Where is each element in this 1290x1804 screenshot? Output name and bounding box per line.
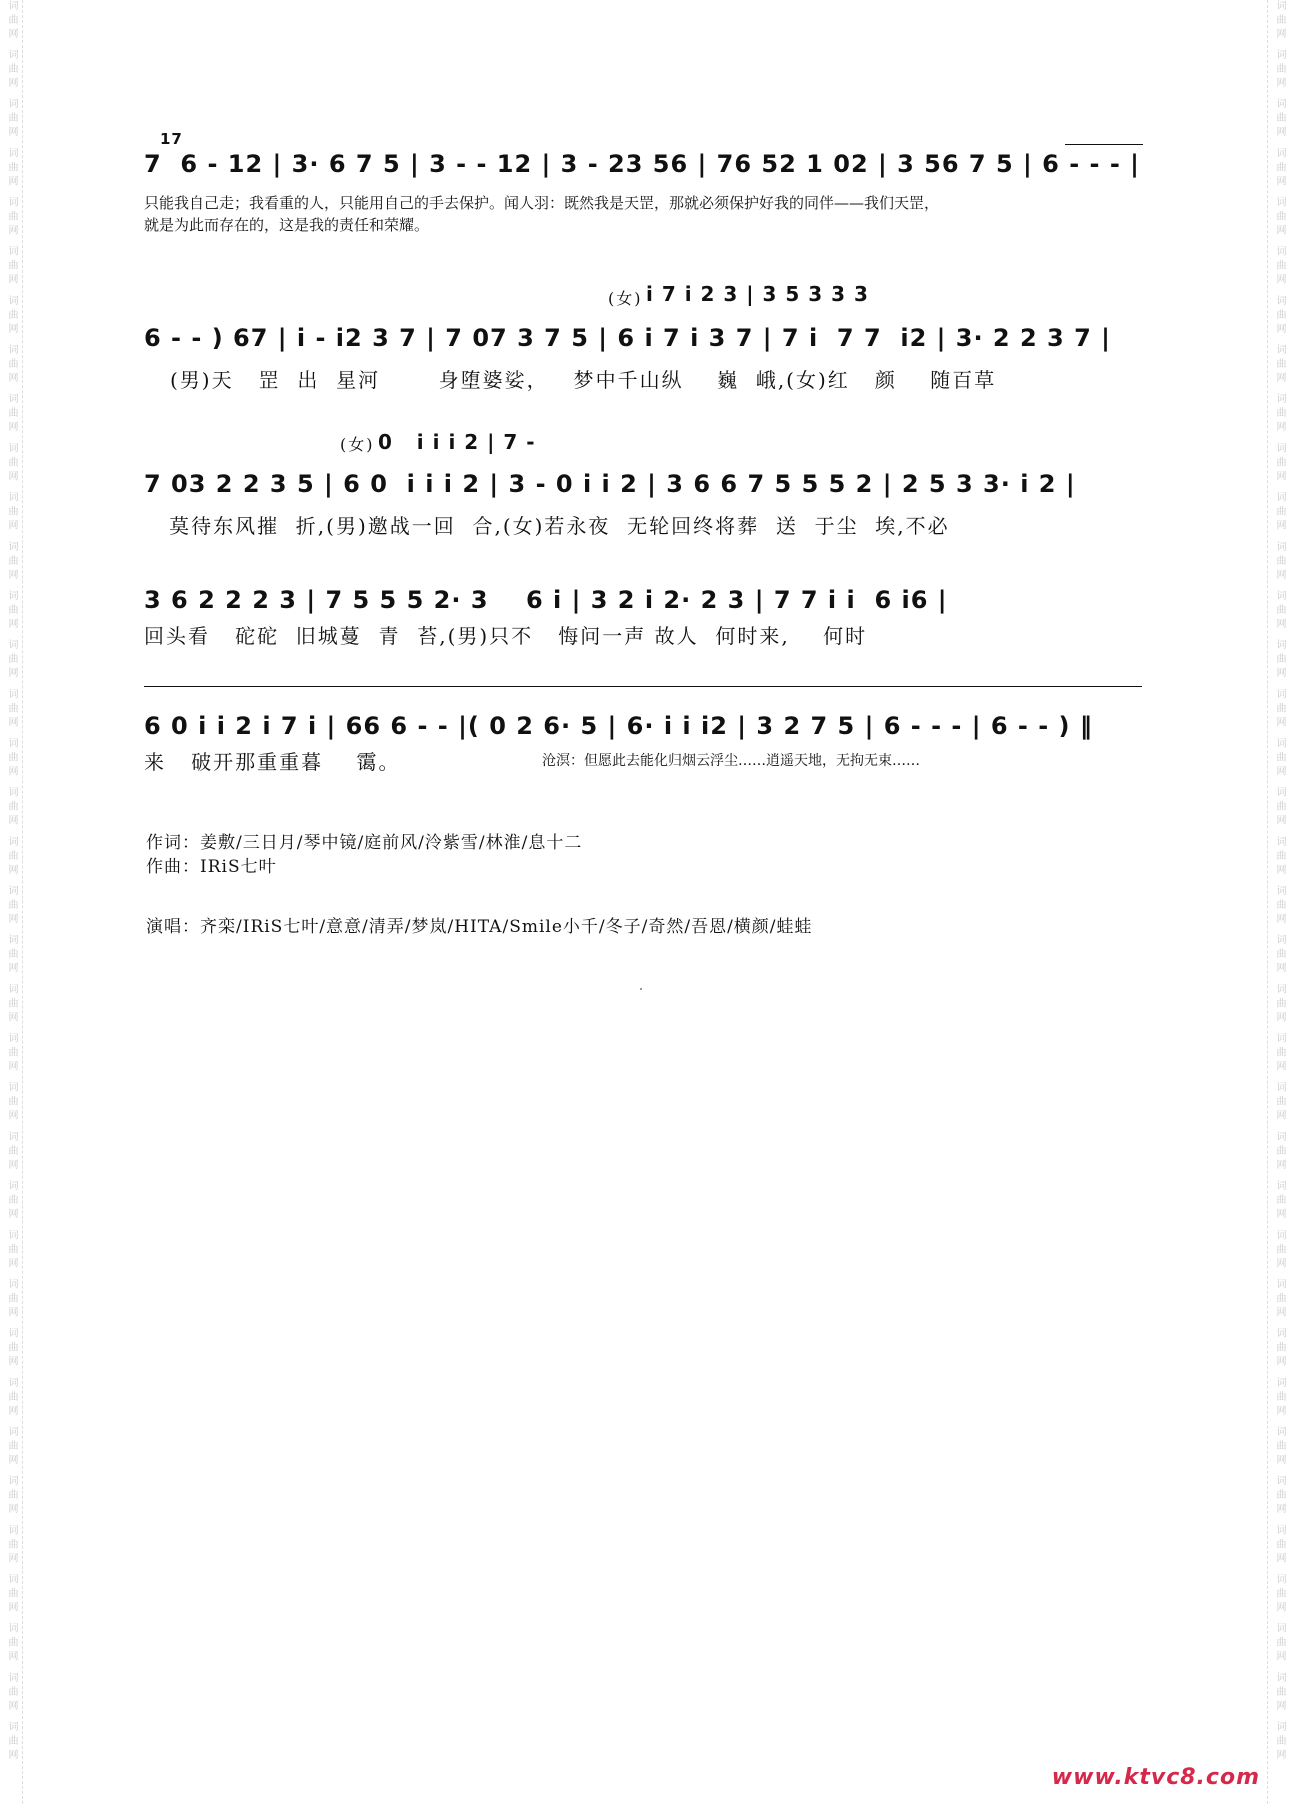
part-label: (女) [340,435,375,454]
composer-credit: 作曲：IRiS七叶 [146,857,277,877]
notation-line: 7 6 - 12 | 3· 6 7 5 | 3 - - 12 | 3 - 23 56 | 76 52 1 02 | 3 56 7 5 | 6 - - - | [144,150,1140,178]
upper-notation: 0 i i i 2 | 7 - [378,430,536,454]
grace-note: 17 [160,130,183,148]
notation-line: 6 0 i i 2 i 7 i | 66 6 - - |( 0 2 6· 5 | 6· i i i2 | 3 2 7 5 | 6 - - - | 6 - - ) ‖ [144,712,1093,740]
tie-line [1065,144,1143,145]
lyric-line: (男)天 罡 出 星河 身堕婆娑， 梦中千山纵 巍 峨,(女)红 颜 随百草 [170,368,997,392]
lyric-line: 回头看 砣砣 旧城蔓 青 苔,(男)只不 悔问一声 故人 何时来, 何时 [144,624,868,648]
narration-line: 就是为此而存在的，这是我的责任和荣耀。 [144,216,430,234]
narration-line: 沧溟：但愿此去能化归烟云浮尘……逍遥天地，无拘无束…… [542,753,920,769]
notation-line: 6 - - ) 67 | i - i2 3 7 | 7 07 3 7 5 | 6 i 7 i 3 7 | 7 i 7 7 i2 | 3· 2 2 3 7 | [144,324,1111,352]
narration-line: 只能我自己走；我看重的人，只能用自己的手去保护。闻人羽：既然我是天罡，那就必须保护好我的同伴——我们天罡， [144,194,940,212]
notation-line: 7 03 2 2 3 5 | 6 0 i i i 2 | 3 - 0 i i 2 | 3 6 6 7 5 5 5 2 | 2 5 3 3· i 2 | [144,470,1076,498]
side-watermark-right: 词曲网 词曲网 词曲网 词曲网 词曲网 词曲网 词曲网 词曲网 词曲网 词曲网 词曲网 词曲网 词曲网 词曲网 词曲网 词曲网 词曲网 词曲网 词曲网 词曲网 词曲网 词曲网 词曲网 词曲网 词曲网 词曲网 词曲网 词曲网 词曲网 词曲网 词曲网 词曲网 词曲网 词曲网 词曲网 词曲网 [1267,0,1290,1804]
part-label: (女) [608,289,643,308]
singers-credit: 演唱：齐栾/IRiS七叶/意意/清弄/梦岚/HITA/Smile小千/冬子/奇然/吾恩/横颜/蛙蛙 [146,917,813,937]
notation-line: 3 6 2 2 2 3 | 7 5 5 5 2· 3 6 i | 3 2 i 2· 2 3 | 7 7 i i 6 i6 | [144,586,948,614]
lyricist-credit: 作词：姜敷/三日月/琴中镜/庭前风/泠紫雪/林淮/息十二 [146,833,583,853]
lyric-line: 莫待东风摧 折,(男)邀战一回 合,(女)若永夜 无轮回终将葬 送 于尘 埃,不必 [144,514,950,538]
lyric-line: 来 破开那重重暮 霭。 [144,750,401,774]
page-dot [640,988,642,990]
repeat-bracket-line [144,686,1142,687]
site-watermark-logo: www.ktvc8.com [1051,1765,1260,1790]
side-watermark-left: 词曲网 词曲网 词曲网 词曲网 词曲网 词曲网 词曲网 词曲网 词曲网 词曲网 词曲网 词曲网 词曲网 词曲网 词曲网 词曲网 词曲网 词曲网 词曲网 词曲网 词曲网 词曲网 词曲网 词曲网 词曲网 词曲网 词曲网 词曲网 词曲网 词曲网 词曲网 词曲网 词曲网 词曲网 词曲网 词曲网 [0,0,23,1804]
upper-notation: i 7 i 2 3 | 3 5 3 3 3 [646,282,869,306]
